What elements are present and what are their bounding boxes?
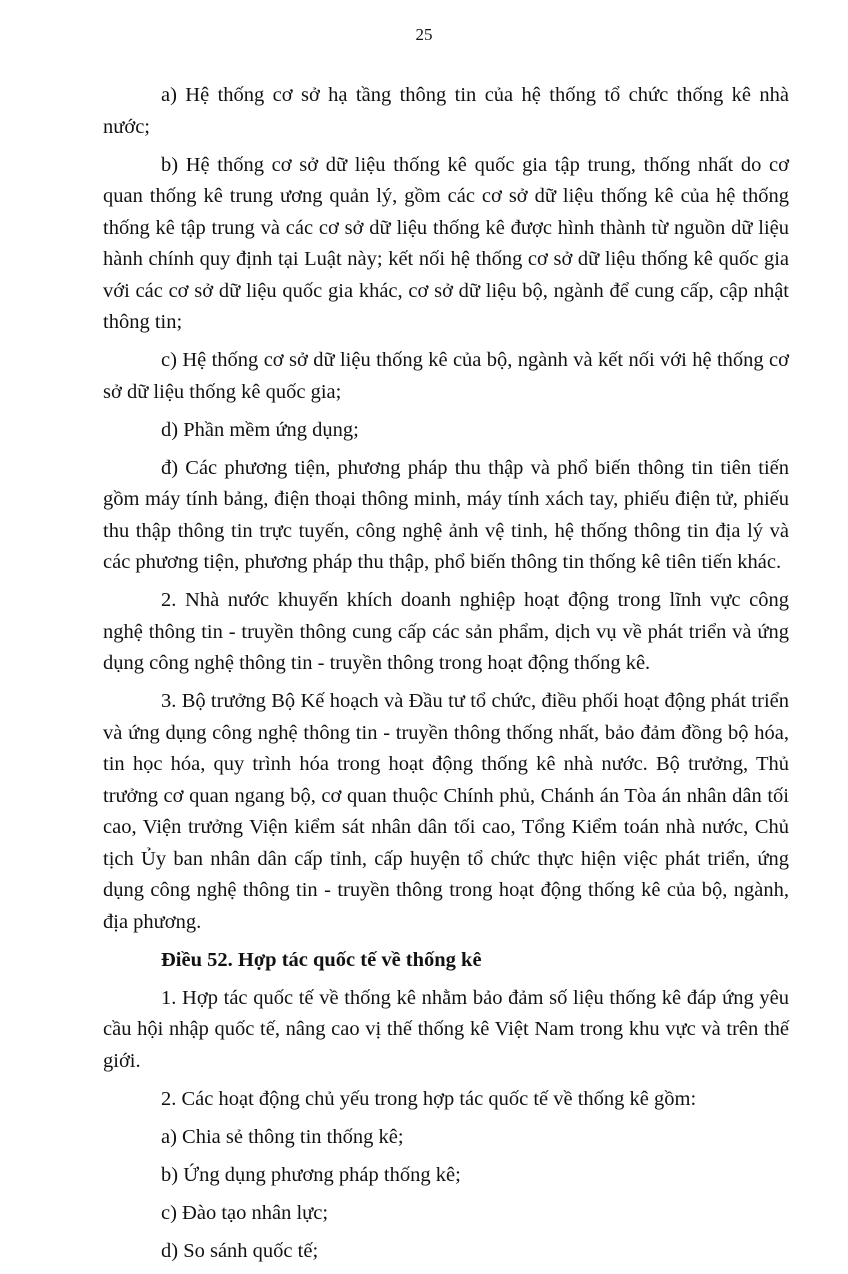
article-52-item-1: 1. Hợp tác quốc tế về thống kê nhằm bảo đảm số liệu thống kê đáp ứng yêu cầu hội nhập quốc tế, nâng cao vị thế thống kê Việt Nam trong khu vực và trên thế giới. xyxy=(103,986,789,1072)
clause-dd-methods: đ) Các phương tiện, phương pháp thu thập và phổ biến thông tin tiên tiến gồm máy tính bảng, điện thoại thông minh, máy tính xách tay, phiếu điện tử, phiếu thu thập thông tin trực tuyến, công nghệ ảnh vệ tinh, hệ thống thông tin địa lý và các phương tiện, phương pháp thu thập, phổ biến thông tin thống kê tiên tiến khác. xyxy=(103,456,789,573)
article-52-item-2: 2. Các hoạt động chủ yếu trong hợp tác quốc tế về thống kê gồm: xyxy=(161,1087,697,1110)
article-52-clause-a: a) Chia sẻ thông tin thống kê; xyxy=(161,1125,404,1148)
clause-a-infrastructure: a) Hệ thống cơ sở hạ tầng thông tin của hệ thống tổ chức thống kê nhà nước; xyxy=(103,84,789,138)
clause-d-software: d) Phần mềm ứng dụng; xyxy=(161,418,359,441)
item-3-minister-coordination: 3. Bộ trưởng Bộ Kế hoạch và Đầu tư tổ chức, điều phối hoạt động phát triển và ứng dụng công nghệ thông tin - truyền thông thống nhất, bảo đảm đồng bộ hóa, tin học hóa, quy trình hóa trong hoạt động thống kê nhà nước. Bộ trưởng, Thủ trưởng cơ quan ngang bộ, cơ quan thuộc Chính phủ, Chánh án Tòa án nhân dân tối cao, Viện trưởng Viện kiểm sát nhân dân tối cao, Tổng Kiểm toán nhà nước, Chủ tịch Ủy ban nhân dân cấp tỉnh, cấp huyện tổ chức thực hiện việc phát triển, ứng dụng công nghệ thông tin - truyền thông trong hoạt động thống kê của bộ, ngành, địa phương. xyxy=(103,690,789,933)
article-52-clause-d: d) So sánh quốc tế; xyxy=(161,1239,319,1262)
article-52-heading: Điều 52. Hợp tác quốc tế về thống kê xyxy=(161,948,482,971)
article-52-clause-b: b) Ứng dụng phương pháp thống kê; xyxy=(161,1163,461,1186)
item-2-enterprise-encouragement: 2. Nhà nước khuyến khích doanh nghiệp hoạt động trong lĩnh vực công nghệ thông tin - truyền thông cung cấp các sản phẩm, dịch vụ về phát triển và ứng dụng công nghệ thông tin - truyền thông trong hoạt động thống kê. xyxy=(103,589,789,674)
clause-c-ministry-database: c) Hệ thống cơ sở dữ liệu thống kê của bộ, ngành và kết nối với hệ thống cơ sở dữ liệu thống kê quốc gia; xyxy=(103,349,789,403)
document-body xyxy=(103,80,789,1274)
clause-b-national-database: b) Hệ thống cơ sở dữ liệu thống kê quốc gia tập trung, thống nhất do cơ quan thống kê trung ương quản lý, gồm các cơ sở dữ liệu thống kê của hệ thống thống kê tập trung và các cơ sở dữ liệu thống kê được hình thành từ nguồn dữ liệu hành chính quy định tại Luật này; kết nối hệ thống cơ sở dữ liệu thống kê quốc gia với các cơ sở dữ liệu quốc gia khác, cơ sở dữ liệu bộ, ngành để cung cấp, cập nhật thông tin; xyxy=(103,153,789,333)
article-52-clause-c: c) Đào tạo nhân lực; xyxy=(161,1201,329,1224)
page-number: 25 xyxy=(415,25,433,44)
